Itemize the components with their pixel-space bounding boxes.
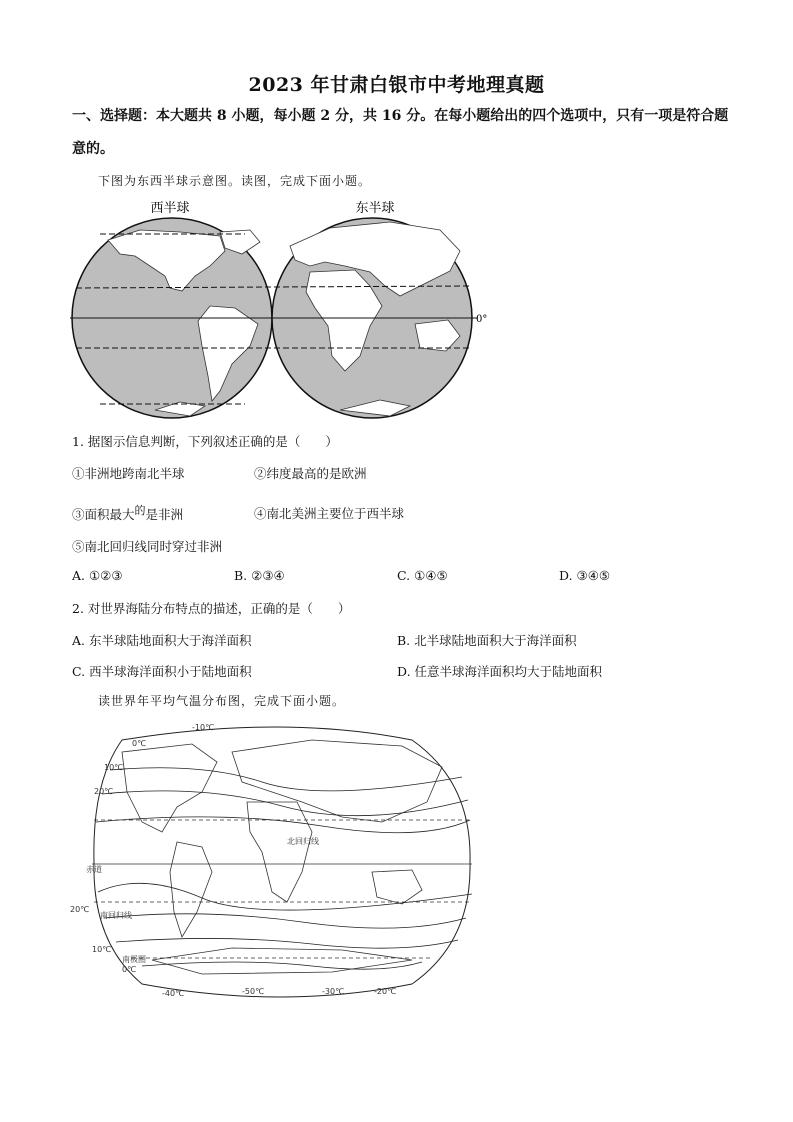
label-m30: -30℃ (322, 987, 345, 996)
intro-text-2: 读世界年平均气温分布图，完成下面小题。 (98, 694, 346, 708)
label-m40: -40℃ (162, 989, 185, 998)
q1-statement-3: ③面积最大$^的$是非洲 (72, 504, 184, 523)
q1-statement-2: ②纬度最高的是欧洲 (254, 466, 367, 481)
label-m50: -50℃ (242, 987, 265, 996)
q1-stem: 1. 据图示信息判断，下列叙述正确的是（ ） (72, 434, 338, 449)
label-tropic-n: 北回归线 (287, 837, 319, 846)
q2-option-c[interactable]: C. 西半球海洋面积小于陆地面积 (72, 664, 252, 679)
section-heading: 一、选择题：本大题共 8 小题，每小题 2 分，共 16 分。在每小题给出的四个选项中，只有一项是符合题意的。 (72, 108, 729, 157)
east-hemisphere-label: 东半球 (355, 201, 395, 216)
equator-label: 0° (476, 314, 488, 325)
temperature-map (70, 722, 482, 1002)
label-tropic-s: 南回归线 (100, 911, 132, 920)
label-0: 0℃ (132, 739, 147, 748)
label-equator: 赤道 (86, 865, 102, 874)
q1-option-a[interactable]: A. ①②③ (72, 568, 123, 583)
west-hemisphere-label: 西半球 (150, 201, 190, 216)
q1-statement-4: ④南北美洲主要位于西半球 (254, 506, 405, 521)
intro-text-1: 下图为东西半球示意图。读图，完成下面小题。 (98, 174, 372, 188)
q2-option-d[interactable]: D. 任意半球海洋面积均大于陆地面积 (397, 664, 603, 679)
label-top: -10℃ (192, 723, 215, 732)
label-b20: 20℃ (70, 905, 90, 914)
label-antarctic: 南极圈 (122, 955, 146, 964)
q2-option-b[interactable]: B. 北半球陆地面积大于海洋面积 (397, 633, 577, 648)
label-m20: -20℃ (374, 987, 397, 996)
page-title: 2023 年甘肃白银市中考地理真题 (248, 74, 545, 96)
label-10: 10℃ (104, 763, 124, 772)
q1-option-b[interactable]: B. ②③④ (234, 568, 285, 583)
label-b0: 0℃ (122, 965, 137, 974)
q2-stem: 2. 对世界海陆分布特点的描述，正确的是（ ） (72, 601, 351, 616)
q2-option-a[interactable]: A. 东半球陆地面积大于海洋面积 (72, 633, 252, 648)
hemisphere-map (70, 196, 500, 424)
q1-statement-5: ⑤南北回归线同时穿过非洲 (72, 539, 223, 554)
q1-statement-1: ①非洲地跨南北半球 (72, 466, 185, 481)
label-20: 20℃ (94, 787, 114, 796)
q1-option-d[interactable]: D. ③④⑤ (559, 568, 611, 583)
label-b10: 10℃ (92, 945, 112, 954)
q1-option-c[interactable]: C. ①④⑤ (397, 568, 448, 583)
